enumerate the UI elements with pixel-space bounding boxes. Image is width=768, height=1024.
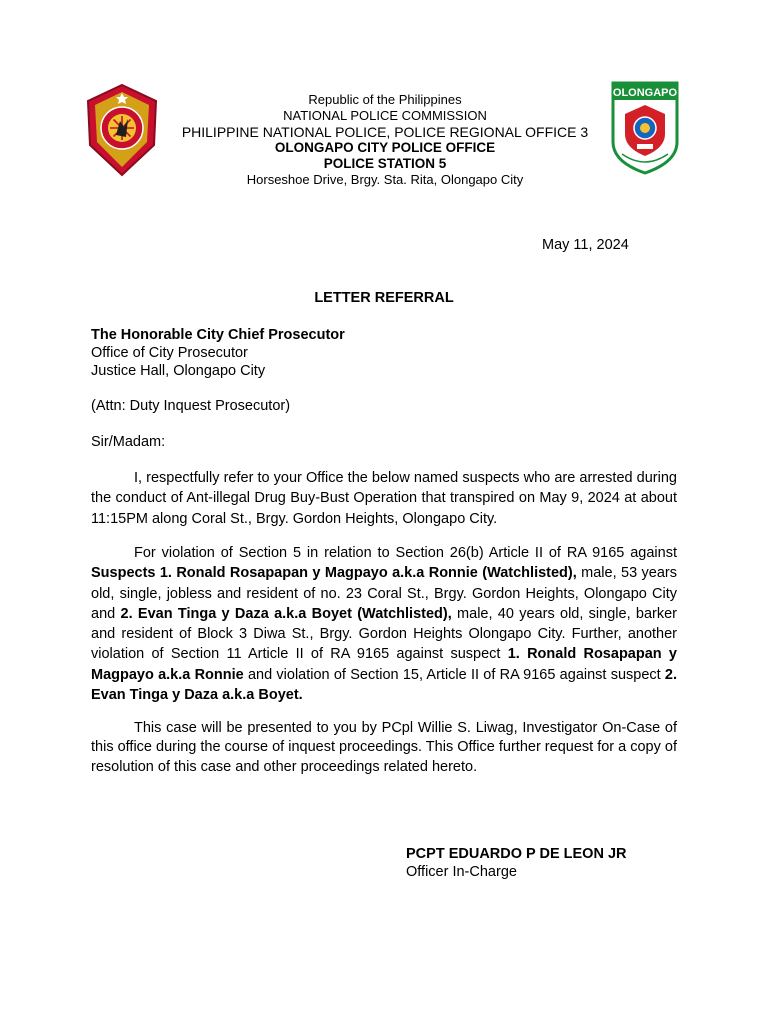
olongapo-logo-text: OLONGAPO — [612, 87, 678, 99]
body-paragraph-1: I, respectfully refer to your Office the below named suspects who are arrested during the conduct of Ant-illegal Drug Buy-Bust Operation that transpired on May 9, 2024 at about 11:15PM along Coral St., Brgy. Gordon Heights, Olongapo City. — [91, 470, 677, 527]
addressee-address: Justice Hall, Olongapo City — [91, 363, 266, 379]
letterhead-napolcom: NATIONAL POLICE COMMISSION — [283, 108, 487, 123]
attention-line: (Attn: Duty Inquest Prosecutor) — [91, 398, 291, 414]
letterhead-pnp-region: PHILIPPINE NATIONAL POLICE, POLICE REGIONAL OFFICE 3 — [181, 124, 589, 140]
salutation: Sir/Madam: — [91, 434, 166, 450]
para2-suspect-1: Suspects 1. Ronald Rosapapan y Magpayo a.k.a Ronnie (Watchlisted), — [91, 565, 577, 582]
pnp-seal-icon — [84, 83, 160, 177]
para2-text-3: male, 40 years old, single, barker and resident of Block 3 Diwa St., Brgy. Gordon Heights Olongapo City. Further, another violation of Section 11 Article II of RA 9165 against suspect — [91, 605, 677, 663]
addressee-name: The Honorable City Chief Prosecutor — [91, 327, 345, 343]
para2-suspect-1-ref: 1. Ronald Rosapapan y Magpayo a.k.a Ronnie — [91, 646, 677, 683]
olongapo-police-badge-icon — [610, 80, 680, 176]
addressee-block — [91, 326, 345, 380]
para2-text-2: male, 53 years old, single, jobless and resident of no. 23 Coral St., Brgy. Gordon Heights, Olongapo City and — [91, 565, 677, 622]
para2-suspect-2: 2. Evan Tinga y Daza a.k.a Boyet (Watchlisted), — [120, 605, 452, 622]
addressee-office: Office of City Prosecutor — [91, 345, 248, 361]
body-paragraph-3: This case will be presented to you by PCpl Willie S. Liwag, Investigator On-Case of this office during the course of inquest proceedings. This Office further request for a copy of resolution of this case and other proceedings related hereto. — [91, 720, 677, 775]
letterhead-station: POLICE STATION 5 — [323, 156, 447, 171]
signatory-name: PCPT EDUARDO P DE LEON JR — [406, 846, 627, 862]
signature-block — [406, 845, 627, 881]
letter-title: LETTER REFERRAL — [314, 290, 454, 306]
letterhead — [160, 92, 610, 188]
para2-text-4: and violation of Section 15, Article II of RA 9165 against suspect — [243, 666, 665, 683]
letterhead-republic: Republic of the Philippines — [308, 92, 462, 107]
letterhead-city-office: OLONGAPO CITY POLICE OFFICE — [274, 140, 496, 155]
letterhead-address: Horseshoe Drive, Brgy. Sta. Rita, Olongapo City — [246, 172, 524, 187]
para2-text-1: For violation of Section 5 in relation to Section 26(b) Article II of RA 9165 against — [134, 545, 677, 561]
para2-suspect-2-ref: 2. Evan Tinga y Daza a.k.a Boyet. — [91, 666, 677, 704]
signatory-position: Officer In-Charge — [406, 864, 517, 880]
body-paragraph-2 — [91, 543, 677, 705]
letter-date: May 11, 2024 — [542, 237, 629, 253]
